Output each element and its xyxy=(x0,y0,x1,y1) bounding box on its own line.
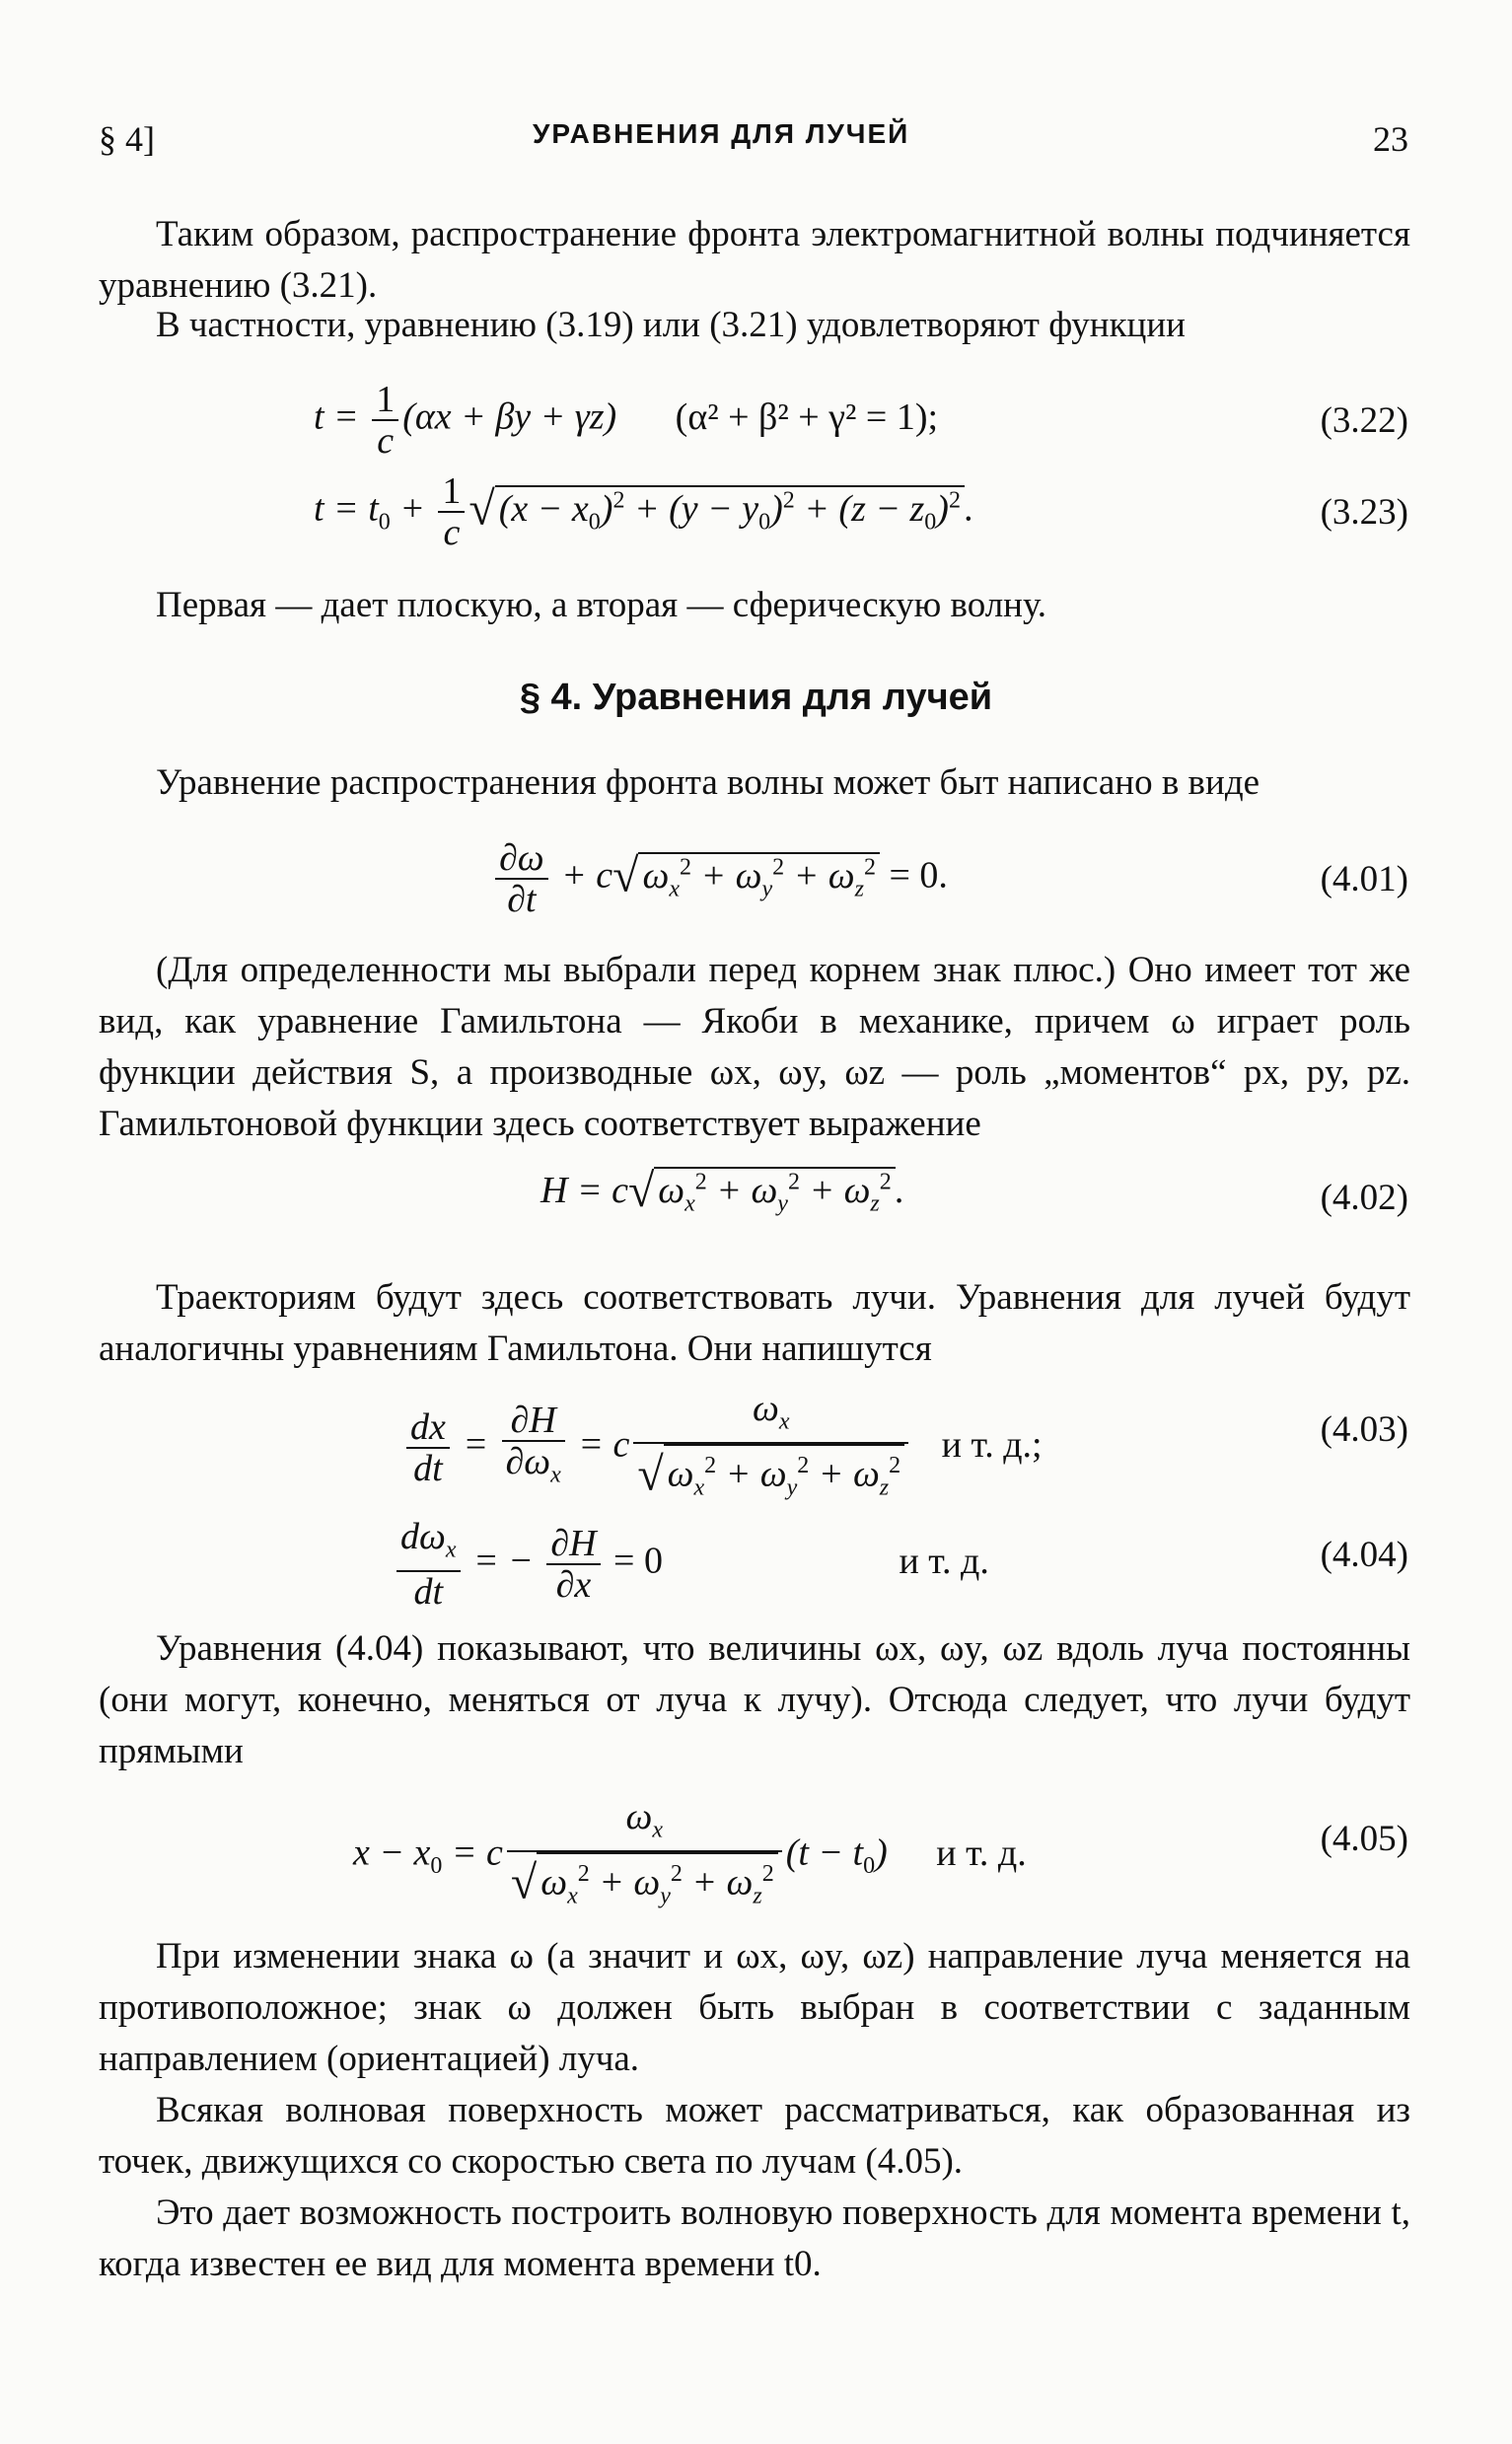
section-heading: § 4. Уравнения для лучей xyxy=(519,677,993,718)
equation-number-3-22: (3.22) xyxy=(1320,400,1408,441)
paragraph-8: При изменении знака ω (а значит и ωx, ωy, ωz) направление луча меняется на противоположное; знак ω должен быть выбран в соответствии с заданным направлением (ориентацией) луча. xyxy=(99,1936,1410,2079)
paragraph-2: В частности, уравнению (3.19) или (3.21) удовлетворяют функции xyxy=(156,305,1186,345)
page-number: 23 xyxy=(1373,119,1408,159)
header-section-ref: § 4] xyxy=(99,119,155,159)
equation-3-23: $t = t_0$ + $\frac{1}{c}$ √ $(x - x_0)^2 + (y - y_0)^2 + (z - z_0)^2$ . xyxy=(314,470,974,553)
equation-number-4-01: (4.01) xyxy=(1320,859,1408,899)
equation-3-22: t = $\frac{1}{c}$ (αx + βy + γz) (α² + β² + γ² = 1); xyxy=(314,379,939,462)
paragraph-9: Всякая волновая поверхность может рассматриваться, как образованная из точек, движущихся со скоростью света по лучам (4.05). xyxy=(99,2090,1410,2182)
equation-number-3-23: (3.23) xyxy=(1320,492,1408,533)
paragraph-6: Траекториям будут здесь соответствовать лучи. Уравнения для лучей будут аналогичны уравнениям Гамильтона. Они напишутся xyxy=(99,1277,1410,1369)
equation-4-05: $x - x_0 = c$ $\frac{\omega_x}{√ \omega_x^2 + \omega_y^2 + \omega_z^2}$ $(t - t_0)$ и т. д. xyxy=(353,1797,1027,1915)
equation-number-4-03: (4.03) xyxy=(1320,1409,1408,1450)
equation-4-03-tail: и т. д.; xyxy=(941,1423,1043,1466)
equation-4-01: $\frac{\partial\omega}{\partial t}$ + c√ $\omega_x^2 + \omega_y^2 + \omega_z^2 = 0$. xyxy=(491,838,948,919)
running-title: УРАВНЕНИЯ ДЛЯ ЛУЧЕЙ xyxy=(533,118,910,149)
equation-4-02: H = c√ $\omega_x^2 + \omega_y^2 + \omega_z^2$ . xyxy=(540,1165,905,1217)
paragraph-4: Уравнение распространения фронта волны может быт написано в виде xyxy=(156,762,1260,803)
equation-number-4-02: (4.02) xyxy=(1320,1178,1408,1218)
equation-number-4-04: (4.04) xyxy=(1320,1535,1408,1575)
equation-number-4-05: (4.05) xyxy=(1320,1819,1408,1859)
equation-4-04: $\frac{d\omega_x}{dt}$ = − $\frac{\partial H}{\partial x}$ = 0 и т. д. xyxy=(393,1517,989,1612)
paragraph-3: Первая — дает плоскую, а вторая — сферическую волну. xyxy=(156,585,1047,625)
equation-4-04-tail: и т. д. xyxy=(899,1540,989,1582)
paragraph-1: Таким образом, распространение фронта электромагнитной волны подчиняется уравнению (3.21). xyxy=(99,214,1410,306)
equation-4-05-tail: и т. д. xyxy=(936,1832,1027,1874)
paragraph-5: (Для определенности мы выбрали перед корнем знак плюс.) Оно имеет тот же вид, как уравнение Гамильтона — Якоби в механике, причем ω играет роль функции действия S, а производные ωx, ωy, ωz — роль „моментов“ px, py, pz. Гамильтоновой функции здесь соответствует выражение xyxy=(99,950,1410,1144)
paragraph-10: Это дает возможность построить волновую поверхность для момента времени t, когда известен ее вид для момента времени t0. xyxy=(99,2192,1410,2284)
equation-3-22-condition: (α² + β² + γ² = 1); xyxy=(675,395,939,438)
equation-4-03: $\frac{dx}{dt}$ = $\frac{\partial H}{\partial\omega_x}$ = c $\frac{\omega_x}{√ \omega_x^2 + \omega_y^2 + \omega_z^2}$ и т. д.; xyxy=(402,1389,1043,1507)
paragraph-7: Уравнения (4.04) показывают, что величины ωx, ωy, ωz вдоль луча постоянны (они могут, конечно, меняться от луча к лучу). Отсюда следует, что лучи будут прямыми xyxy=(99,1628,1410,1771)
